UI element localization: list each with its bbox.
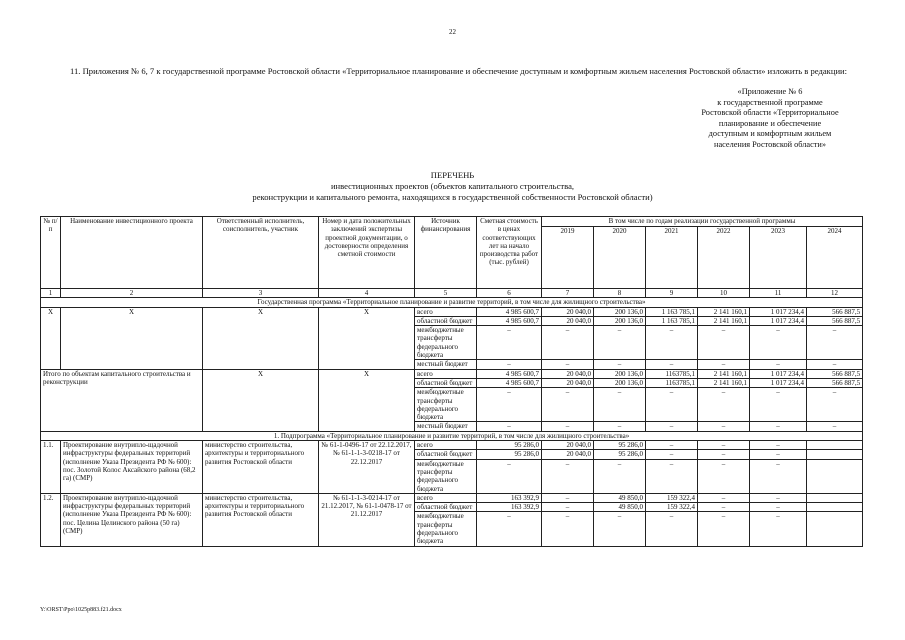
dash-cell: – [750, 422, 807, 431]
col-number: 9 [646, 289, 698, 298]
title-line: реконструкции и капитального ремонта, находящихся в государственной собственности Ростовской области) [252, 192, 653, 202]
value-cell: 2 141 160,1 [698, 369, 750, 378]
table-header [41, 217, 863, 298]
value-cell: 4 985 600,7 [477, 378, 542, 387]
col-number: 3 [203, 289, 319, 298]
source-regional: областной бюджет [415, 450, 477, 459]
title-line: инвестиционных проектов (объектов капитального строительства, [330, 181, 575, 191]
value-cell: 1163785,1 [646, 369, 698, 378]
value-cell: – [646, 441, 698, 450]
project-name: Проектирование внутрипло-щадочной инфраструктуры федеральных территорий (исполнение Указа Президента РФ № 600): пос. Целина Целинского района (50 га) (СМР) [61, 493, 203, 546]
value-cell: 1 163 785,1 [646, 316, 698, 325]
x-mark: X [319, 307, 415, 369]
dash-cell: – [646, 388, 698, 422]
value-cell: 1 017 234,4 [750, 369, 807, 378]
col-number: 11 [750, 289, 807, 298]
dash-cell: – [646, 422, 698, 431]
empty-cell [807, 512, 863, 546]
source-interbudget: межбюджетные трансферты федерального бюджета [415, 388, 477, 422]
value-cell: 1 017 234,4 [750, 307, 807, 316]
header-year: 2021 [646, 227, 698, 289]
value-cell: – [542, 493, 594, 502]
dash-cell: – [750, 326, 807, 360]
appendix-line: доступным и комфортным жильем [708, 129, 832, 138]
appendix-header [660, 87, 880, 150]
header-num: № п/п [41, 217, 61, 289]
column-number-row [41, 289, 863, 298]
value-cell: 1 017 234,4 [750, 378, 807, 387]
value-cell: 200 136,0 [594, 378, 646, 387]
value-cell: 159 322,4 [646, 493, 698, 502]
dash-cell: – [750, 360, 807, 369]
col-number: 1 [41, 289, 61, 298]
dash-cell: – [698, 512, 750, 546]
value-cell: 566 887,5 [807, 369, 863, 378]
empty-cell [807, 441, 863, 450]
value-cell: 200 136,0 [594, 369, 646, 378]
document-title [0, 170, 905, 203]
source-interbudget: межбюджетные трансферты федерального бюджета [415, 326, 477, 360]
project-num: 1.2. [41, 493, 61, 546]
dash-cell: – [542, 326, 594, 360]
empty-cell [807, 459, 863, 493]
appendix-line: Ростовской области «Территориальное [701, 108, 839, 117]
value-cell: 95 286,0 [477, 441, 542, 450]
source-regional: областной бюджет [415, 378, 477, 387]
dash-cell: – [477, 422, 542, 431]
dash-cell: – [542, 360, 594, 369]
value-cell: – [750, 441, 807, 450]
source-total: всего [415, 493, 477, 502]
header-source: Источник финансирования [415, 217, 477, 289]
source-total: всего [415, 307, 477, 316]
header-executor: Ответственный исполнитель, соисполнитель, участник [203, 217, 319, 289]
project-num: 1.1. [41, 441, 61, 494]
source-local: местный бюджет [415, 360, 477, 369]
dash-cell: – [646, 326, 698, 360]
dash-cell: – [542, 422, 594, 431]
dash-cell: – [807, 360, 863, 369]
dash-cell: – [477, 360, 542, 369]
col-number: 5 [415, 289, 477, 298]
x-mark: X [41, 307, 61, 369]
value-cell: 95 286,0 [594, 441, 646, 450]
dash-cell: – [807, 388, 863, 422]
dash-cell: – [594, 388, 646, 422]
value-cell: 1 163 785,1 [646, 307, 698, 316]
value-cell: 200 136,0 [594, 316, 646, 325]
empty-cell [807, 503, 863, 512]
value-cell: 200 136,0 [594, 307, 646, 316]
dash-cell: – [594, 459, 646, 493]
col-number: 7 [542, 289, 594, 298]
source-interbudget: межбюджетные трансферты федерального бюджета [415, 459, 477, 493]
value-cell: 2 141 160,1 [698, 316, 750, 325]
value-cell: 1163785,1 [646, 378, 698, 387]
file-path-footer: Y:\ORST\Ppo\1025p883.f21.docx [40, 607, 122, 613]
dash-cell: – [698, 388, 750, 422]
value-cell: – [542, 503, 594, 512]
dash-cell: – [698, 459, 750, 493]
value-cell: – [750, 503, 807, 512]
dash-cell: – [594, 422, 646, 431]
header-project: Наименование инвестиционного проекта [61, 217, 203, 289]
value-cell: 163 392,9 [477, 503, 542, 512]
program-section [41, 298, 863, 369]
investment-projects-table [40, 216, 863, 547]
page-number: 22 [449, 28, 456, 36]
intro-paragraph: 11. Приложения № 6, 7 к государственной программе Ростовской области «Территориальное планирование и обеспечение доступным и комфортным жильем населения Ростовской области» изложить в редакции: [70, 66, 848, 76]
dash-cell: – [477, 326, 542, 360]
value-cell: 4 985 600,7 [477, 369, 542, 378]
header-year: 2023 [750, 227, 807, 289]
empty-cell [807, 450, 863, 459]
value-cell: 163 392,9 [477, 493, 542, 502]
dash-cell: – [750, 388, 807, 422]
appendix-line: к государственной программе [717, 97, 823, 107]
dash-cell: – [477, 459, 542, 493]
dash-cell: – [646, 360, 698, 369]
value-cell: – [646, 450, 698, 459]
col-number: 10 [698, 289, 750, 298]
header-years-group: В том числе по годам реализации государственной программы [542, 217, 863, 227]
dash-cell: – [646, 459, 698, 493]
value-cell: 20 040,0 [542, 378, 594, 387]
dash-cell: – [477, 512, 542, 546]
dash-cell: – [698, 326, 750, 360]
value-cell: – [698, 493, 750, 502]
dash-cell: – [698, 422, 750, 431]
dash-cell: – [594, 512, 646, 546]
dash-cell: – [750, 512, 807, 546]
header-year: 2020 [594, 227, 646, 289]
source-total: всего [415, 441, 477, 450]
value-cell: 566 887,5 [807, 378, 863, 387]
dash-cell: – [646, 512, 698, 546]
source-regional: областной бюджет [415, 316, 477, 325]
col-number: 6 [477, 289, 542, 298]
source-regional: областной бюджет [415, 503, 477, 512]
value-cell: 49 850,0 [594, 503, 646, 512]
value-cell: 20 040,0 [542, 307, 594, 316]
source-total: всего [415, 369, 477, 378]
value-cell: 4 985 600,7 [477, 307, 542, 316]
dash-cell: – [477, 388, 542, 422]
project-expertise: № 61-1-1-3-0214-17 от 21.12.2017, № 61-1-0478-17 от 21.12.2017 [319, 493, 415, 546]
col-number: 12 [807, 289, 863, 298]
itogo-label: Итого по объектам капитального строительства и реконструкции [41, 369, 203, 431]
project-executor: министерство строительства, архитектуры и территориального развития Ростовской области [203, 493, 319, 546]
value-cell: 4 985 600,7 [477, 316, 542, 325]
subprogram-row: 1. Подпрограмма «Территориальное планирование и развитие территорий, в том числе для жилищного строительства» [41, 431, 863, 440]
value-cell: 95 286,0 [477, 450, 542, 459]
project-expertise: № 61-1-0496-17 от 22.12.2017, № 61-1-1-3-0218-17 от 22.12.2017 [319, 441, 415, 494]
dash-cell: – [542, 388, 594, 422]
dash-cell: – [698, 360, 750, 369]
project-name: Проектирование внутрипло-щадочной инфраструктуры федеральных территорий (исполнение Указа Президента РФ № 600): пос. Золотой Колос Аксайского района (68,2 га) (СМР) [61, 441, 203, 494]
header-year: 2022 [698, 227, 750, 289]
appendix-line: планирование и обеспечение [718, 118, 822, 128]
value-cell: 20 040,0 [542, 441, 594, 450]
value-cell: – [698, 503, 750, 512]
header-cost: Сметная стоимость в ценах соответствующих лет на начало производства работ (тыс. рублей) [477, 217, 542, 289]
col-number: 8 [594, 289, 646, 298]
value-cell: – [750, 493, 807, 502]
value-cell: 1 017 234,4 [750, 316, 807, 325]
dash-cell: – [542, 512, 594, 546]
value-cell: 20 040,0 [542, 450, 594, 459]
project-executor: министерство строительства, архитектуры и территориального развития Ростовской области [203, 441, 319, 494]
x-mark: X [61, 307, 203, 369]
header-year: 2024 [807, 227, 863, 289]
dash-cell: – [807, 422, 863, 431]
source-interbudget: межбюджетные трансферты федерального бюджета [415, 512, 477, 546]
value-cell: 20 040,0 [542, 369, 594, 378]
appendix-line: населения Ростовской области» [714, 139, 826, 149]
x-mark: X [203, 307, 319, 369]
subprogram-section [41, 431, 863, 546]
value-cell: 159 322,4 [646, 503, 698, 512]
value-cell: 49 850,0 [594, 493, 646, 502]
source-local: местный бюджет [415, 422, 477, 431]
dash-cell: – [807, 326, 863, 360]
itogo-section [41, 369, 863, 431]
appendix-line: «Приложение № 6 [737, 87, 803, 96]
header-expertise: Номер и дата положительных заключений экспертизы проектной документации, о достоверности определения сметной стоимости [319, 217, 415, 289]
value-cell: – [698, 441, 750, 450]
dash-cell: – [594, 360, 646, 369]
x-mark: X [319, 369, 415, 431]
value-cell: 2 141 160,1 [698, 378, 750, 387]
value-cell: 566 887,5 [807, 307, 863, 316]
header-year: 2019 [542, 227, 594, 289]
value-cell: – [698, 450, 750, 459]
dash-cell: – [542, 459, 594, 493]
dash-cell: – [594, 326, 646, 360]
value-cell: 2 141 160,1 [698, 307, 750, 316]
program-row: Государственная программа «Территориальное планирование и развитие территорий, в том числе для жилищного строительства» [41, 298, 863, 307]
empty-cell [807, 493, 863, 502]
x-mark: X [203, 369, 319, 431]
col-number: 2 [61, 289, 203, 298]
value-cell: 95 286,0 [594, 450, 646, 459]
value-cell: – [750, 450, 807, 459]
title-line: ПЕРЕЧЕНЬ [430, 170, 475, 180]
dash-cell: – [750, 459, 807, 493]
col-number: 4 [319, 289, 415, 298]
value-cell: 20 040,0 [542, 316, 594, 325]
value-cell: 566 887,5 [807, 316, 863, 325]
